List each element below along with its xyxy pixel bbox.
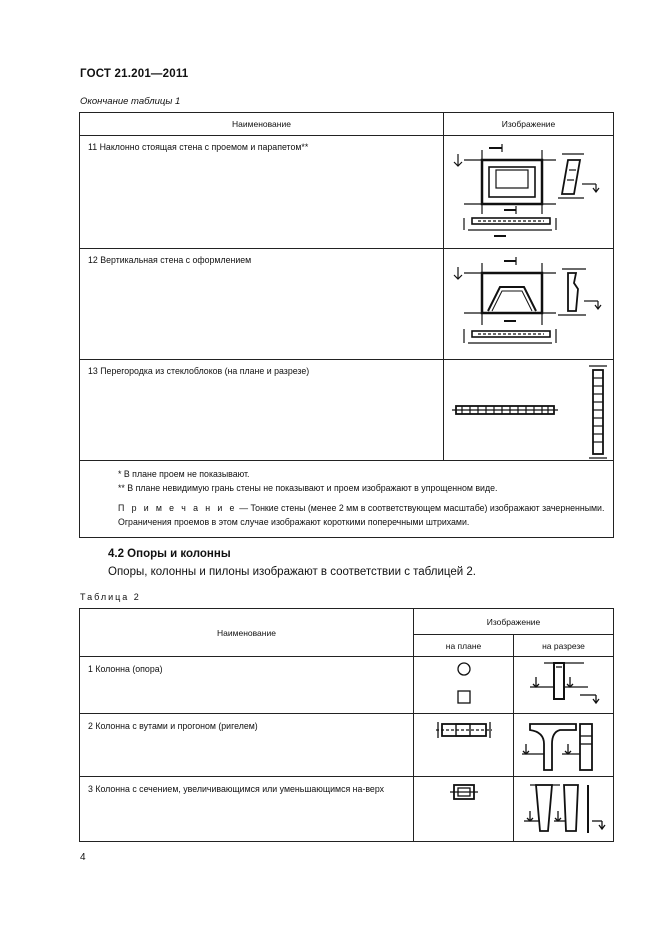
document-header: ГОСТ 21.201—2011 xyxy=(80,68,189,80)
table2-col-plan: на плане xyxy=(414,635,514,657)
column-variable-plan-drawing xyxy=(414,777,514,842)
column-variable-section-drawing xyxy=(514,777,614,842)
row-label: 11 Наклонно стоящая стена с проемом и парапетом** xyxy=(80,136,444,249)
column-section-drawing xyxy=(514,657,614,714)
note-prefix: П р и м е ч а н и е xyxy=(118,503,237,513)
row-label: 1 Колонна (опора) xyxy=(80,657,414,714)
row-label: 3 Колонна с сечением, увеличивающимся или уменьшающимся на-верх xyxy=(80,777,414,842)
glass-block-partition-drawing xyxy=(444,360,614,461)
row-label: 2 Колонна с вутами и прогоном (ригелем) xyxy=(80,714,414,777)
table-2 xyxy=(79,608,614,842)
table-row xyxy=(80,360,614,461)
column-haunch-plan-drawing xyxy=(414,714,514,777)
table2-col-section: на разрезе xyxy=(514,635,614,657)
column-plan-drawing xyxy=(414,657,514,714)
section-paragraph: Опоры, колонны и пилоны изображают в соответствии с таблицей 2. xyxy=(108,566,476,578)
vertical-wall-drawing xyxy=(444,249,614,360)
table-1 xyxy=(79,112,614,538)
table-row xyxy=(80,714,614,777)
note-text: — Тонкие стены (менее 2 мм в соответствующем масштабе) изображают зачерненными. Ограничения проемов в этом случае изображают короткими поперечными штрихами. xyxy=(118,503,605,527)
inclined-wall-drawing xyxy=(444,136,614,249)
table1-notes xyxy=(80,461,614,538)
section-heading: 4.2 Опоры и колонны xyxy=(108,548,231,560)
table1-col-name: Наименование xyxy=(80,113,444,136)
table-row xyxy=(80,136,614,249)
table-row xyxy=(80,777,614,842)
table1-col-image: Изображение xyxy=(444,113,614,136)
column-haunch-section-drawing xyxy=(514,714,614,777)
table2-col-image: Изображение xyxy=(414,609,614,635)
footnote: * В плане проем не показывают. xyxy=(118,469,250,479)
table2-col-name: Наименование xyxy=(80,609,414,657)
page-number: 4 xyxy=(80,852,86,863)
table2-caption: Таблица 2 xyxy=(80,592,141,602)
table-row xyxy=(80,249,614,360)
row-label: 13 Перегородка из стеклоблоков (на плане и разрезе) xyxy=(80,360,444,461)
table1-caption: Окончание таблицы 1 xyxy=(80,96,181,107)
table-row xyxy=(80,657,614,714)
row-label: 12 Вертикальная стена с оформлением xyxy=(80,249,444,360)
footnote: ** В плане невидимую грань стены не показывают и проем изображают в упрощенном виде. xyxy=(118,483,498,493)
